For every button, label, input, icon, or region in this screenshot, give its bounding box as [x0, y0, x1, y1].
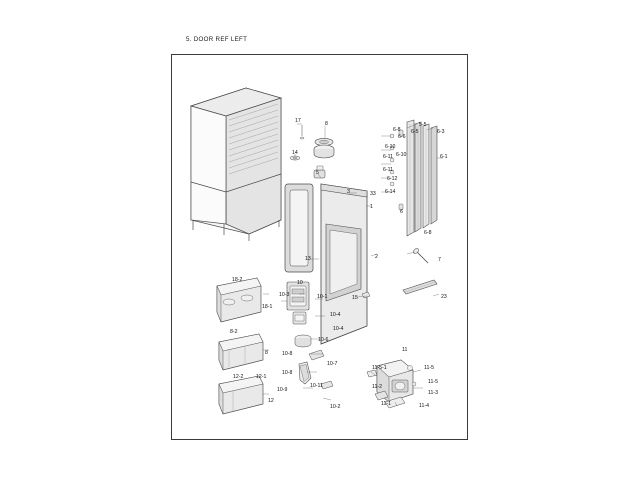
callout-label: 5-5 [419, 122, 427, 128]
callout-label: 11-3 [428, 390, 438, 396]
callout-label: 6-3 [437, 129, 445, 135]
bar-part-23 [403, 280, 437, 294]
callout-label: 5 [316, 170, 319, 176]
callout-label: 10-3 [279, 292, 290, 298]
callout-label: 11-5 [424, 365, 434, 371]
callout-label: 8-2 [230, 329, 238, 335]
callout-label: 10-1 [317, 294, 328, 300]
callout-label: 11-5 [428, 379, 438, 385]
callout-label: 6-11 [383, 167, 393, 173]
callout-label: 6-8 [424, 230, 432, 236]
callout-label: 6-6 [398, 134, 406, 140]
callout-label: 10-9 [277, 387, 288, 393]
callout-label: 18-1 [262, 304, 273, 310]
callout-label: 6-8 [393, 127, 401, 133]
callout-label: 10-7 [327, 361, 338, 367]
callout-label: 12-1 [256, 374, 267, 380]
callout-label: 10-8 [282, 370, 293, 376]
callout-label: 6 [400, 209, 403, 215]
callout-label: 10-4 [333, 326, 344, 332]
callout-label: 6-5 [411, 129, 419, 135]
cabinet-body [191, 88, 281, 241]
callout-label: 11-5-1 [372, 365, 387, 371]
callout-label: 3 [347, 189, 350, 195]
door-bin-18 [217, 278, 261, 322]
callout-label: 6-10 [396, 152, 407, 158]
callout-label: 12 [268, 398, 274, 404]
callout-label: 14 [292, 150, 298, 156]
callout-label: 1 [370, 204, 373, 210]
callout-label: 6-1 [440, 154, 448, 160]
callout-label: 10 [297, 280, 303, 286]
screw-part-7 [412, 248, 428, 263]
callout-label: 6-14 [385, 189, 396, 195]
callout-label: 10-11 [310, 383, 323, 389]
callout-label: 7 [438, 257, 441, 263]
callout-label: 6-10 [385, 144, 396, 150]
callout-label: 11-4 [419, 403, 429, 409]
callout-label: 8 [325, 121, 328, 127]
callout-label: 11 [402, 347, 408, 353]
door-bin-8 [219, 334, 263, 370]
door-bin-12 [219, 376, 263, 414]
callout-label: 2 [375, 254, 378, 260]
callout-label: 23 [441, 294, 447, 300]
callout-label: 10-6 [318, 337, 329, 343]
callout-label: 10-2 [330, 404, 341, 410]
callout-label: 6-11 [383, 154, 393, 160]
callout-label: 18-2 [232, 277, 243, 283]
callout-label: 15 [352, 295, 358, 301]
callout-label: 10-8 [282, 351, 293, 357]
callout-label: 10-4 [330, 312, 341, 318]
callout-label: 33 [370, 191, 376, 197]
callout-label: 11-1 [381, 401, 391, 407]
callout-label: 17 [295, 118, 301, 124]
callout-label: 11-2 [372, 384, 382, 390]
callout-label: 8 [265, 350, 268, 356]
callout-label: 12-2 [233, 374, 244, 380]
callout-label: 6-12 [387, 176, 398, 182]
door-panel [321, 184, 367, 344]
callout-label: 13 [305, 256, 311, 262]
page-title: 5. DOOR REF LEFT [186, 36, 248, 43]
